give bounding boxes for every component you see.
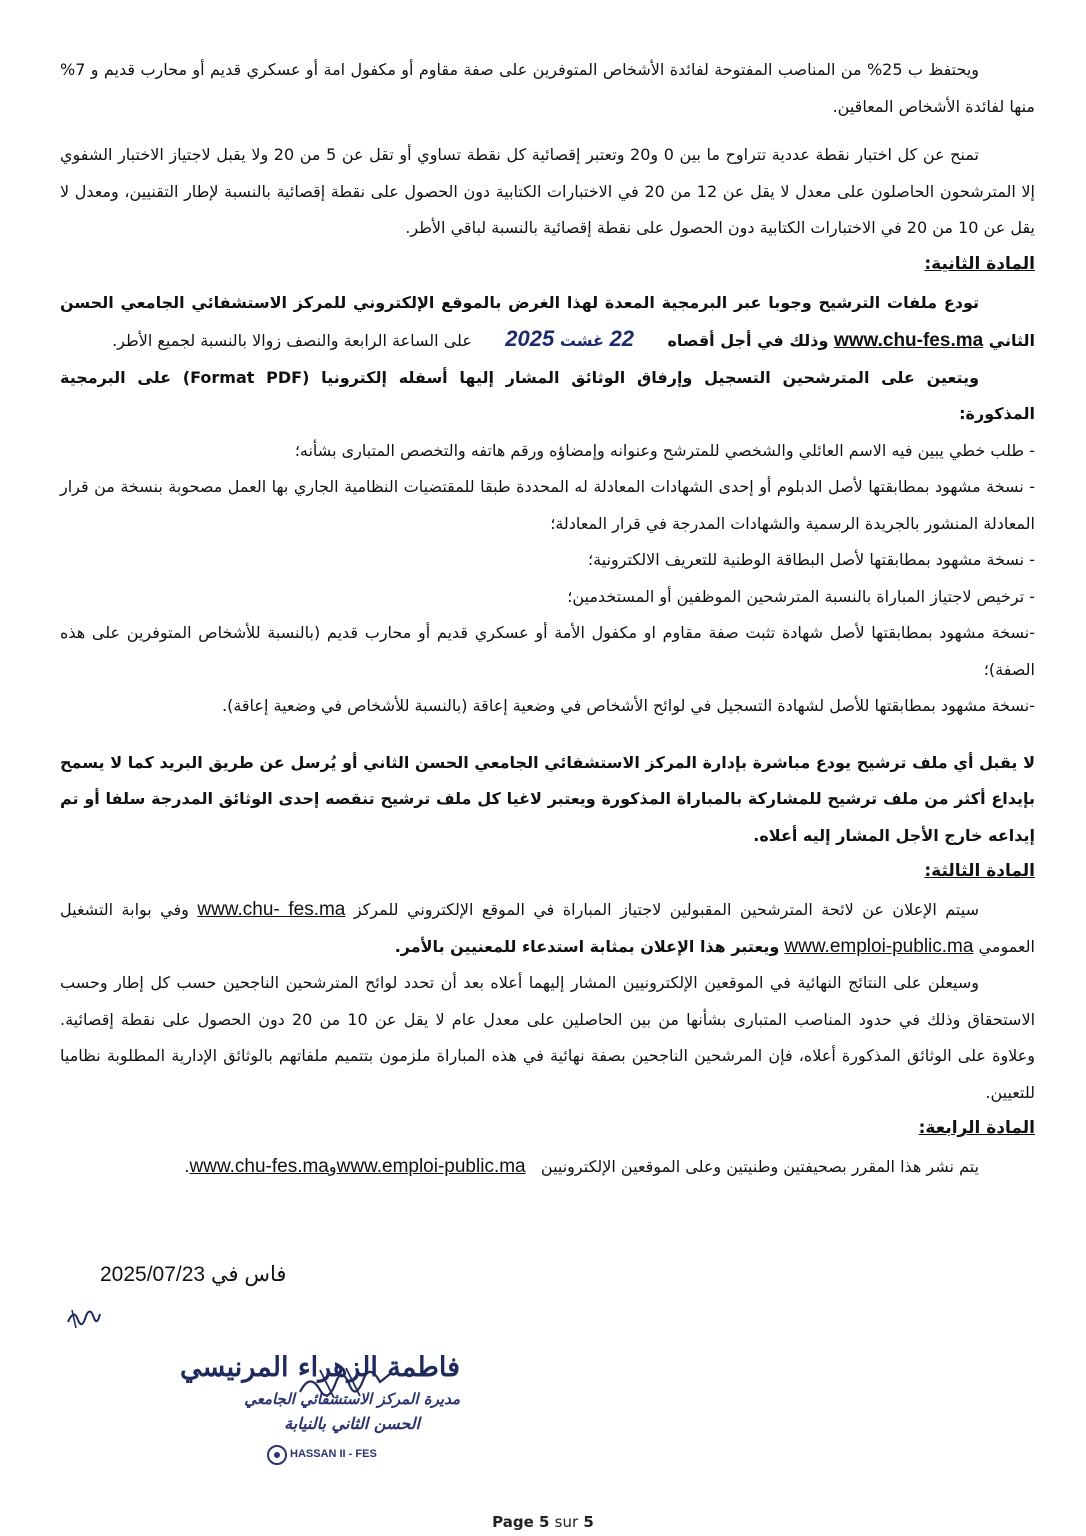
document-item: - ترخيص لاجتياز المباراة بالنسبة المترشحين الموظفين أو المستخدمين؛ [567, 586, 1035, 606]
connector: و [328, 1157, 337, 1176]
grading-paragraph: تمنح عن كل اختبار نقطة عددية تتراوح ما بين 0 و20 وتعتبر إقصائية كل نقطة تساوي أو تقل عن 5 من 20 ولا يقبل لاجتياز الاختبار الشفوي إلا المترشحون الحاصلون على معدل لا يقل عن 12 من 20 في الاختبارات الكتابية دون الحصول على نقطة إقصائية بالنسبة لإطار التقنيين، ومعدل لا يقل عن 10 من 20 في الاختبارات الكتابية دون الحصول على نقطة إقصائية بالنسبة لباقي الأطر. [60, 145, 1036, 237]
stamp-text: HASSAN II - FES [290, 1448, 377, 1460]
announce-suffix: ويعتبر هذا الإعلان بمثابة استدعاء للمعنيين بالأمر. [394, 936, 780, 956]
deposit-text: تودع ملفات الترشيح وجوبا عبر البرمجية المعدة لهذا الغرض بالموقع الإلكتروني للمركز الاستشفائي الجامعي الحسن الثاني [60, 292, 1035, 350]
document-item: - طلب خطي يبين فيه الاسم العائلي والشخصي للمترشح وعنوانه وإمضاؤه ورقم هاتفه والتخصص المتبارى بشأنه؛ [294, 440, 1035, 460]
website-link[interactable]: www.chu-fes.ma [833, 330, 984, 351]
page-footer [0, 1513, 1086, 1531]
handwritten-signature [290, 1352, 400, 1412]
website-link[interactable]: www.chu-fes.ma [189, 1156, 329, 1177]
deadline-suffix: على الساعة الرابعة والنصف زوالا بالنسبة لجميع الأطر. [112, 331, 472, 350]
deadline-day: 22 [609, 326, 635, 351]
deadline-month: غشت [559, 331, 604, 350]
publish-paragraph [60, 1149, 1035, 1186]
website-link[interactable]: www.chu- fes.ma [197, 899, 346, 920]
announce-prefix: سيتم الإعلان عن لائحة المترشحين المقبولين لاجتياز المباراة في الموقع الإلكتروني للمركز [353, 900, 979, 919]
article-3-heading: المادة الثالثة: [924, 861, 1035, 881]
quota-paragraph: ويحتفظ ب 25% من المناصب المفتوحة لفائدة الأشخاص المتوفرين على صفة مقاوم أو مكفول امة أو عسكري قديم أو محارب قديم و 7% منها لفائدة الأشخاص المعاقين. [60, 60, 1035, 116]
article-2-heading: المادة الثانية: [924, 253, 1035, 274]
portal-link[interactable]: www.emploi-public.ma [784, 935, 974, 957]
announce-paragraph [60, 892, 1035, 965]
footer-current: 5 [539, 1513, 550, 1531]
announce-mid: وفي بوابة التشغيل العمومي [60, 900, 1035, 956]
publish-text: يتم نشر هذا المقرر بصحيفتين وطنيتين وعلى الموقعين الإلكترونيين [540, 1157, 979, 1176]
upload-intro: ويتعين على المترشحين التسجيل وإرفاق الوثائق المشار إليها أسفله إلكترونيا (Format PDF) على البرمجية المذكورة: [60, 367, 1035, 423]
deposit-paragraph [60, 285, 1035, 360]
warning-paragraph: لا يقبل أي ملف ترشيح يودع مباشرة بإدارة المركز الاستشفائي الجامعي الحسن الثاني أو يُرسل عن طريق البريد كما لا يسمح بإيداع أكثر من ملف ترشيح للمشاركة بالمباراة المذكورة ويعتبر لاغيا كل ملف ترشيح تنقصه إحدى الوثائق المدرجة سلفا أو تم إيداعه خارج الأجل المشار إليه أعلاه. [60, 752, 1035, 845]
signatory-title: مديرة المركز الاستشفائي الجامعي [244, 1390, 460, 1408]
document-item: -نسخة مشهود بمطابقتها لأصل شهادة تثبت صفة مقاوم او مكفول الأمة أو عسكري قديم أو محارب قديم (بالنسبة للأشخاص المتوفرين على هذه الصفة)؛ [60, 623, 1035, 679]
end-dot: . [184, 1157, 190, 1176]
article-4-heading: المادة الرابعة: [918, 1118, 1035, 1138]
place-date [100, 1262, 286, 1287]
results-paragraph: وسيعلن على النتائج النهائية في الموقعين الإلكترونيين المشار إليهما أعلاه بعد أن تحدد لوائح المترشحين الناجحين حسب كل إطار وحسب الاستحقاق وذلك في حدود المناصب المتبارى بشأنها من بين الحاصلين على معدل عام لا يقل عن 10 من 20 دون الحصول على نقطة إقصائية. وعلاوة على الوثائق المذكورة أعلاه، فإن المرشحين الناجحين بصفة نهائية في هذه المباراة ملزمون بتتميم ملفاتهم بالوثائق الإدارية المطلوبة نظاميا للتعيين. [60, 973, 1036, 1102]
emblem-icon [266, 1444, 288, 1466]
deadline-prefix: وذلك في أجل أقصاه [667, 331, 829, 350]
deadline-year: 2025 [505, 326, 555, 351]
signatory-title-2: الحسن الثاني بالنيابة [284, 1414, 420, 1433]
signatory-name: فاطمة الزهراء المرنيسي [180, 1352, 460, 1383]
document-body [60, 52, 1035, 1186]
signature-date: 2025/07/23 [100, 1263, 206, 1286]
document-item: -نسخة مشهود بمطابقتها للأصل لشهادة التسجيل في لوائح الأشخاص في وضعية إعاقة (بالنسبة للأشخاص في وضعية إعاقة). [221, 696, 1035, 715]
signature-block [170, 1352, 460, 1472]
place-label: فاس في [210, 1263, 287, 1286]
document-item: - نسخة مشهود بمطابقتها لأصل البطاقة الوطنية للتعريف الالكترونية؛ [588, 550, 1035, 569]
footer-total: 5 [583, 1513, 594, 1531]
initials-mark [64, 1302, 104, 1334]
footer-sep: sur [554, 1513, 579, 1531]
portal-link[interactable]: www.emploi-public.ma [336, 1156, 526, 1177]
footer-prefix: Page [492, 1513, 534, 1531]
document-item: - نسخة مشهود بمطابقتها لأصل الدبلوم أو إحدى الشهادات المعادلة له المحددة طبقا للمقتضيات النظامية الجاري بها العمل مصحوبة بنسخة من قرار المعادلة المنشور بالجريدة الرسمية والشهادات المدرجة في قرار المعادلة؛ [60, 477, 1035, 533]
